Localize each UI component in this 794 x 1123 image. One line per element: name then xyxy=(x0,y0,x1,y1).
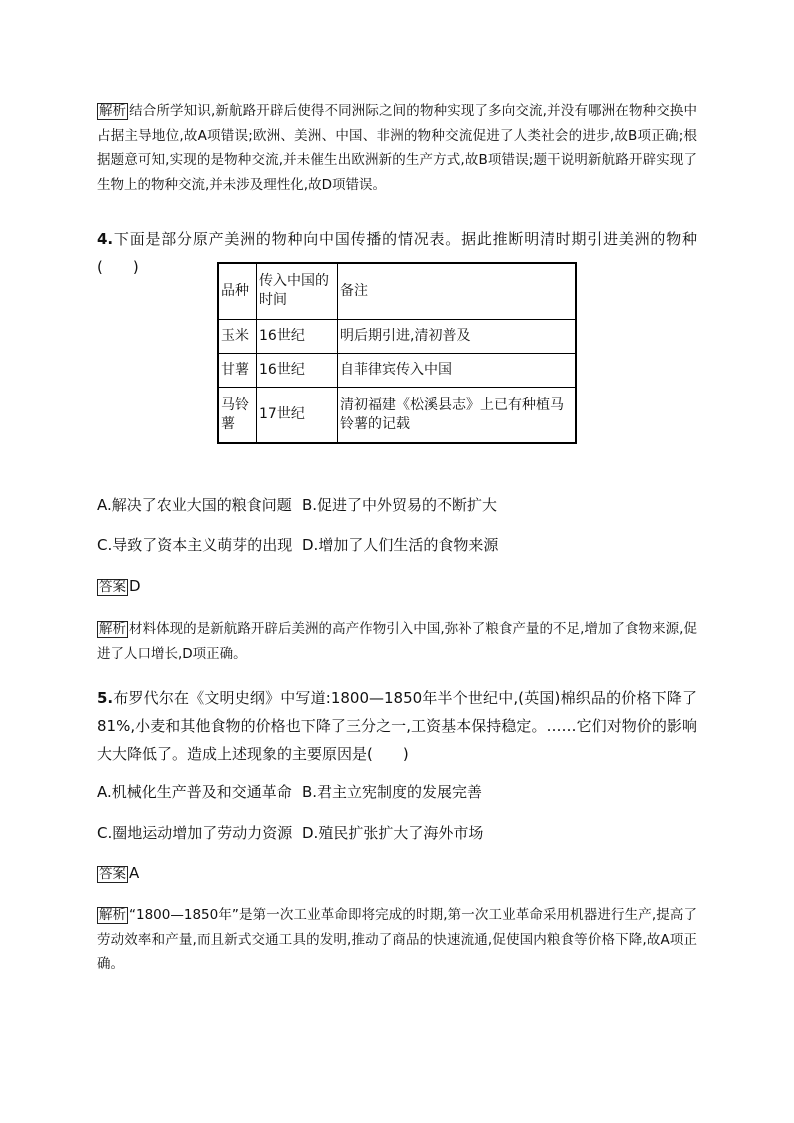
question-5-stem: 布罗代尔在《文明史纲》中写道:1800—1850年半个世纪中,(英国)棉织品的价格下降了81%,小麦和其他食物的价格也下降了三分之一,工资基本保持稳定。……它们对物价的影响大大降低了。造成上述现象的主要原因是( ) xyxy=(97,689,697,763)
question-4-option-c[interactable]: C.导致了资本主义萌芽的出现 xyxy=(97,536,293,554)
question-5-options-row-2 xyxy=(97,823,483,843)
table-cell: 清初福建《松溪县志》上已有种植马铃薯的记载 xyxy=(338,387,577,443)
table-header-cell: 传入中国的时间 xyxy=(257,263,338,319)
analysis-prev-text: 结合所学知识,新航路开辟后使得不同洲际之间的物种实现了多向交流,并没有哪洲在物种交换中占据主导地位,故A项错误;欧洲、美洲、中国、非洲的物种交流促进了人类社会的进步,故B项正确;根据题意可知,实现的是物种交流,并未催生出欧洲新的生产方式,故B项错误;题干说明新航路开辟实现了生物上的物种交流,并未涉及理性化,故D项错误。 xyxy=(97,103,697,193)
question-5-option-a[interactable]: A.机械化生产普及和交通革命 xyxy=(97,783,292,801)
table-header-cell: 品种 xyxy=(218,263,257,319)
question-4-analysis-text: 材料体现的是新航路开辟后美洲的高产作物引入中国,弥补了粮食产量的不足,增加了食物来源,促进了人口增长,D项正确。 xyxy=(97,621,697,662)
question-5-analysis-text: “1800—1850年”是第一次工业革命即将完成的时期,第一次工业革命采用机器进行生产,提高了劳动效率和产量,而且新式交通工具的发明,推动了商品的快速流通,促使国内粮食等价格下降,故A项正确。 xyxy=(97,907,697,972)
question-4-option-a[interactable]: A.解决了农业大国的粮食问题 xyxy=(97,496,292,514)
question-5-analysis-block xyxy=(97,903,697,977)
table-cell: 玉米 xyxy=(218,319,257,353)
question-5-answer xyxy=(97,863,139,883)
analysis-prev-block xyxy=(97,99,697,197)
question-4-analysis-block xyxy=(97,617,697,666)
question-4-number: 4. xyxy=(97,230,114,248)
question-4-options-row-1 xyxy=(97,495,497,515)
question-5-answer-value: A xyxy=(129,864,140,882)
question-5-option-d[interactable]: D.殖民扩张扩大了海外市场 xyxy=(302,824,484,842)
table-row xyxy=(218,319,576,353)
table-header-row xyxy=(218,263,576,319)
question-5-analysis-paragraph xyxy=(97,903,697,977)
table-row xyxy=(218,353,576,387)
table-cell: 马铃薯 xyxy=(218,387,257,443)
question-5-option-b[interactable]: B.君主立宪制度的发展完善 xyxy=(302,783,483,801)
question-4-options-row-2 xyxy=(97,535,498,555)
analysis-prev-paragraph xyxy=(97,99,697,197)
table-cell: 明后期引进,清初普及 xyxy=(338,319,577,353)
analysis-prev-tag: 解析 xyxy=(99,103,126,119)
species-table xyxy=(217,262,577,444)
table-header-cell: 备注 xyxy=(338,263,577,319)
table-cell: 17世纪 xyxy=(257,387,338,443)
question-5-answer-tag: 答案 xyxy=(99,866,126,882)
table-row xyxy=(218,387,576,443)
question-4-stem: 下面是部分原产美洲的物种向中国传播的情况表。据此推断明清时期引进美洲的物种( ) xyxy=(97,230,697,276)
question-4-option-d[interactable]: D.增加了人们生活的食物来源 xyxy=(302,536,499,554)
table-cell: 甘薯 xyxy=(218,353,257,387)
question-5-option-c[interactable]: C.圈地运动增加了劳动力资源 xyxy=(97,824,293,842)
question-4-analysis-paragraph xyxy=(97,617,697,666)
question-4-analysis-tag: 解析 xyxy=(99,621,126,637)
question-5-stem-line xyxy=(97,684,697,768)
question-5-number: 5. xyxy=(97,689,114,707)
question-4-answer-value: D xyxy=(129,577,141,595)
question-5-analysis-tag: 解析 xyxy=(99,907,126,923)
question-4-answer xyxy=(97,576,141,596)
table-cell: 16世纪 xyxy=(257,319,338,353)
question-5-options-row-1 xyxy=(97,782,482,802)
question-5 xyxy=(97,684,697,768)
question-4-option-b[interactable]: B.促进了中外贸易的不断扩大 xyxy=(302,496,498,514)
question-4-answer-tag: 答案 xyxy=(99,579,126,595)
table-cell: 自菲律宾传入中国 xyxy=(338,353,577,387)
table-cell: 16世纪 xyxy=(257,353,338,387)
